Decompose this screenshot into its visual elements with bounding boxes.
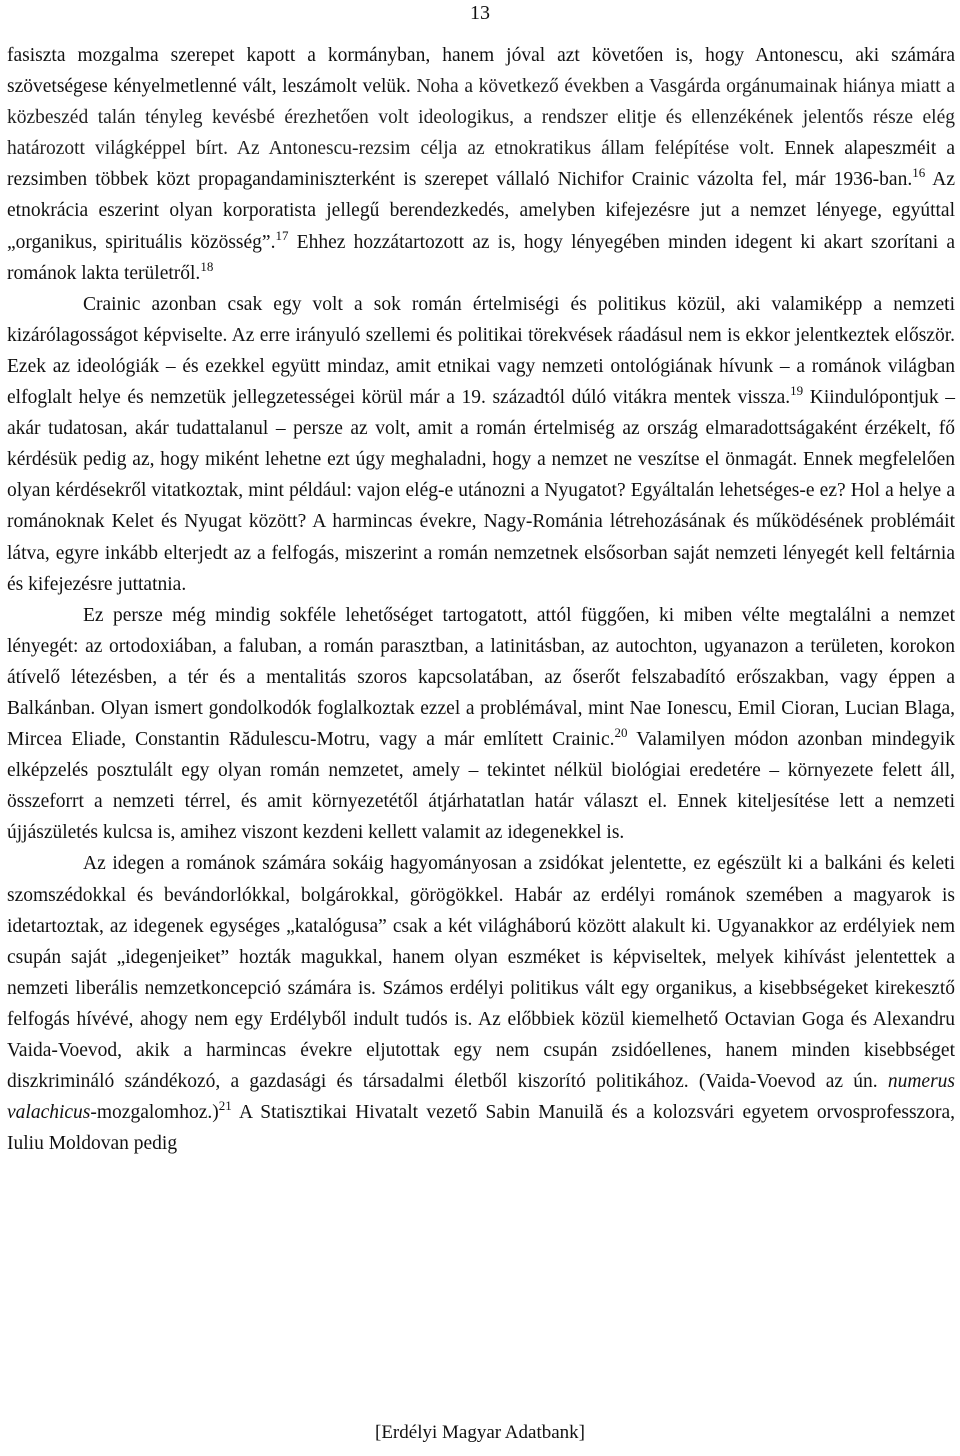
text-run: Az idegen a románok számára sokáig hagyományosan a zsidókat jelentette, ez egészült ki a balkáni és keleti szomszédokkal és bevándorlókkal, bolgárokkal, görögökkel. Habár az erdélyi románok szemében a magyarok is idetartoztak, az idegenek egységes „katalógusa” csak a két világháború között alakult ki. Ugyanakkor az erdélyiek nem csupán saját „idegenjeiket” hozták magukkal, hanem olyan eszméket is képviseltek, melyek kihívást jelentettek a nemzeti liberális nemzetkoncepció számára is. Számos erdélyi politikus vált egy organikus, a kisebbségeket kirekesztő felfogás hívévé, ahogy nem egy Erdélyből indult tudós is. Az előbbiek közül kiemelhető Octavian Goga és Alexandru Vaida-Voevod, akik a harmincas évekre eljutottak egy nem csupán zsidóellenes, hanem minden kisebbséget diszkrimináló szándékozó, a gazdasági és társadalmi életből kiszorító politikához. (Vaida-Voevod az ún.: [7, 853, 955, 1093]
page-footer: [Erdélyi Magyar Adatbank]: [375, 1422, 585, 1443]
text-run: fasiszta mozgalma szerepet kapott a kormányban, hanem jóval azt követően is, hogy Antonescu, aki számára szövetségese kényelmetlenné vált, leszámolt velük.: [7, 45, 955, 98]
text-run: Az etnokrácia eszerint olyan korporatista jellegű berendezkedés, amelyben kifejezésre jut a nemzet lényege, egyúttal „organikus, spirituális közösség”.: [7, 169, 955, 253]
paragraph: [7, 600, 955, 849]
footnote-marker: 19: [790, 383, 804, 399]
footnote-marker: 17: [275, 227, 289, 243]
footnote-marker: 20: [614, 725, 628, 741]
text-run: Valamilyen módon azonban mindegyik elképzelés posztulált egy olyan román nemzetet, amely – tekintet nélkül biológiai eredetére – környezete felett áll, összeforrt a nemzeti térrel, és amit környezetétől átjárhatatlan határ választ el. Ennek kiteljesítése lett a nemzeti újjászületés kulcsa is, amihez viszont kezdeni kellett valamit az idegenekkel is.: [7, 729, 955, 844]
body-text: [7, 40, 955, 1159]
footnote-marker: 16: [912, 165, 926, 181]
footnote-marker: 18: [200, 258, 214, 274]
text-run: Ehhez hozzátartozott az is, hogy lényegében minden idegent ki akart szorítani a románok lakta területről.: [7, 231, 956, 284]
paragraph: [7, 848, 955, 1159]
italic-text: numerus valachicus: [7, 1071, 955, 1124]
footnote-marker: 21: [218, 1098, 232, 1114]
paragraph: [7, 289, 955, 600]
text-run: Kiindulópontjuk – akár tudatosan, akár tudattalanul – persze az volt, amit a román értelmiség az ország elmaradottságaként érzékelt, fő kérdésük pedig az, hogy miként lehetne ezt úgy meghaladni, hogy a nemzet ne veszítse el önmagát. Ennek megfelelően olyan kérdésekről vitatkoztak, mint például: vajon elég-e utánozni a Nyugatot? Egyáltalán lehetséges-e ez? Hol a helye a románoknak Kelet és Nyugat között? A harmincas évekre, Nagy-Románia létrehozásának és működésének problémáit látva, egyre inkább elterjedt az a felfogás, miszerint a román nemzetnek elsősorban saját nemzeti lényegét kell feltárnia és kifejezésre juttatnia.: [7, 387, 956, 595]
text-run: -mozgalomhoz.): [90, 1102, 219, 1124]
text-run: A Statisztikai Hivatalt vezető Sabin Manuilă és a kolozsvári egyetem orvosprofesszora, Iuliu Moldovan pedig: [7, 1102, 955, 1155]
text-run: Crainic azonban csak egy volt a sok román értelmiségi és politikus közül, aki valamiképp a nemzeti kizárólagosságot képviselte. Az erre irányuló szellemi és politikai törekvések ráadásul nem is ekkor jelentkeztek először. Ezek az ideológiák – és ezekkel együtt mindaz, amit etnikai vagy nemzeti ontológiának hívunk – a románok világban elfoglalt helye és nemzetük jellegzetességei körül már a 19. századtól dúló vitákra mentek vissza.: [7, 293, 955, 409]
paragraph: [7, 40, 955, 289]
text-run: Ennek alapeszméit a rezsimben többek közt propagandaminiszterként is szerepet vállaló Nichifor Crainic vázolta fel, már 1936-ban.: [7, 138, 955, 191]
text-run: Ez persze még mindig sokféle lehetőséget tartogatott, attól függően, ki miben vélte megtalálni a nemzet lényegét: az ortodoxiában, a faluban, a román parasztban, a latinitásban, az autochton, ugyanazon a területen, korokon átívelő létezésben, a tér és a mentalitás szoros kapcsolatában, az őserőt felszabadító erőszakban, vagy éppen a Balkánban. Olyan ismert gondolkodók foglalkoztak ezzel a problémával, mint Nae Ionescu, Emil Cioran, Lucian Blaga, Mircea Eliade, Constantin Rădulescu-Motru, vagy a már említett Crainic.: [7, 604, 955, 751]
page-number: 13: [470, 2, 490, 24]
text-run: Noha a következő években a Vasgárda orgánumainak hiánya miatt a közbeszéd talán tényleg kevésbé érezhetően volt ideologikus, a rendszer elitje és ellenzékének jelentős része elég határozott világképpel bírt. Az Antonescu-rezsim célja az etnokratikus állam felépítése volt.: [7, 76, 955, 160]
